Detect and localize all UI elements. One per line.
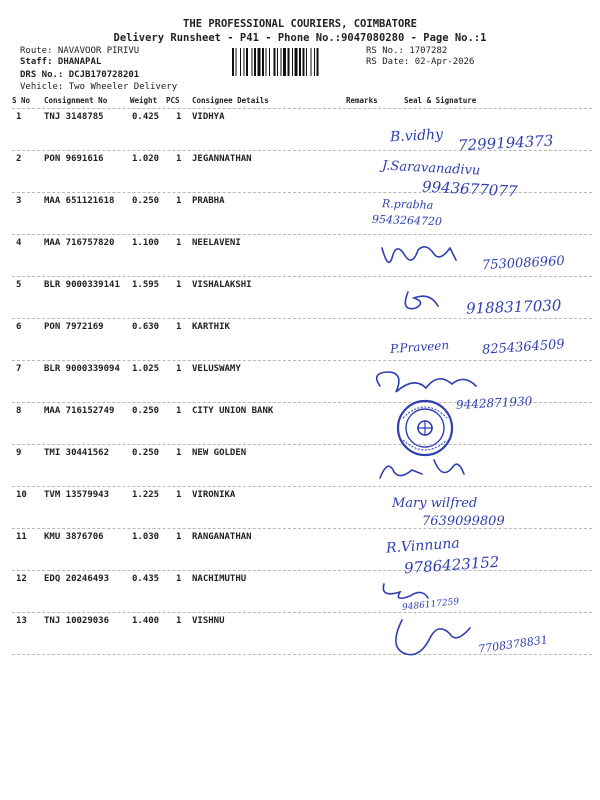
runsheet-subtitle: Delivery Runsheet - P41 - Phone No.:9047080280 - Page No.:1	[113, 32, 487, 44]
barcode-bar	[314, 48, 315, 76]
row-weight: 1.025	[132, 364, 160, 374]
row-pcs: 1	[176, 238, 182, 248]
row-consignee: NEW GOLDEN	[192, 448, 247, 458]
row-pcs: 1	[176, 112, 182, 122]
row-pcs: 1	[176, 448, 182, 458]
signature-phone: 7708378831	[477, 633, 549, 656]
row-weight: 1.100	[132, 238, 160, 248]
signature-name: P.Praveen	[389, 337, 450, 357]
signature-phone: 9943677077	[421, 177, 518, 201]
row-sno: 9	[16, 448, 22, 458]
col-seal: Seal & Signature	[404, 96, 477, 105]
row-consignee: VIDHYA	[192, 112, 225, 122]
row-consignee: VISHNU	[192, 616, 225, 626]
row-consignment-no: MAA 651121618	[44, 196, 115, 206]
signature-name: R.prabha	[381, 197, 434, 212]
barcode-bar	[236, 48, 237, 76]
barcode-bar	[232, 48, 234, 76]
row-consignee: VIRONIKA	[192, 490, 236, 500]
row-consignment-no: BLR 9000339094	[44, 364, 120, 374]
signature-name: B.vidhy	[389, 126, 444, 146]
signature-phone: 7530086960	[481, 253, 566, 274]
table-header	[0, 96, 600, 108]
row-sno: 8	[16, 406, 22, 416]
row-consignment-no: MAA 716757820	[44, 238, 115, 248]
row-weight: 1.225	[132, 490, 160, 500]
row-sno: 7	[16, 364, 22, 374]
barcode-bar	[303, 48, 305, 76]
row-consignee: KARTHIK	[192, 322, 230, 332]
barcode-bar	[262, 48, 264, 76]
row-weight: 0.250	[132, 448, 160, 458]
row-sno: 3	[16, 196, 22, 206]
row-consignee: NEELAVENI	[192, 238, 241, 248]
row-consignment-no: TVM 13579943	[44, 490, 110, 500]
barcode-bar	[274, 48, 276, 76]
row-consignee: JEGANNATHAN	[192, 154, 252, 164]
row-sno: 4	[16, 238, 22, 248]
barcode-bar	[277, 48, 278, 76]
row-pcs: 1	[176, 196, 182, 206]
row-consignment-no: EDQ 20246493	[44, 574, 110, 584]
barcode-bar	[252, 48, 253, 76]
row-weight: 1.595	[132, 280, 160, 290]
barcode-bar	[299, 48, 301, 76]
row-consignment-no: BLR 9000339141	[44, 280, 120, 290]
row-consignment-no: KMU 3876706	[44, 532, 104, 542]
barcode-bar	[292, 48, 293, 76]
row-pcs: 1	[176, 616, 182, 626]
company-title: THE PROFESSIONAL COURIERS, COIMBATORE	[183, 18, 417, 30]
col-weight: Weight	[130, 96, 158, 105]
barcode-bar	[311, 48, 312, 76]
barcode-bar	[288, 48, 290, 76]
signature	[360, 618, 600, 660]
signature-phone: 7639099809	[422, 514, 505, 529]
barcode-bar	[240, 48, 241, 76]
row-weight: 0.435	[132, 574, 160, 584]
signature-name: J.Saravanadivu	[381, 158, 481, 179]
row-consignment-no: MAA 716152749	[44, 406, 115, 416]
barcode-bar	[254, 48, 256, 76]
row-sno: 1	[16, 112, 22, 122]
row-sno: 13	[16, 616, 27, 626]
barcode-bar	[283, 48, 286, 76]
row-weight: 1.400	[132, 616, 160, 626]
barcode-bar	[244, 48, 245, 76]
vehicle-label: Vehicle: Two Wheeler Delivery	[20, 82, 178, 92]
signature-phone: 9786423152	[403, 552, 500, 578]
barcode-bar	[317, 48, 319, 76]
staff-label: Staff: DHANAPAL	[20, 57, 102, 67]
barcode-bar	[258, 48, 261, 76]
barcode-bar	[266, 48, 267, 76]
signature-name: Mary wilfred	[392, 496, 478, 511]
row-weight: 0.250	[132, 196, 160, 206]
col-sno: S No	[12, 96, 31, 105]
signature-phone: 8254364509	[481, 337, 566, 358]
drs-number: DRS No.: DCJB170728201	[20, 70, 140, 80]
barcode-bar	[269, 48, 270, 76]
col-consignee: Consignee Details	[192, 96, 269, 105]
row-weight: 1.020	[132, 154, 160, 164]
row-consignment-no: TMI 30441562	[44, 448, 110, 458]
barcode-bar	[281, 48, 282, 76]
row-pcs: 1	[176, 154, 182, 164]
col-remarks: Remarks	[346, 96, 378, 105]
bank-seal-stamp	[395, 398, 455, 458]
row-weight: 0.630	[132, 322, 160, 332]
route-label: Route: NAVAVOOR PIRIVU	[20, 46, 140, 56]
barcode-bar	[246, 48, 248, 76]
row-sno: 5	[16, 280, 22, 290]
row-consignment-no: PON 7972169	[44, 322, 104, 332]
signature-phone: 9188317030	[465, 296, 562, 318]
row-pcs: 1	[176, 490, 182, 500]
row-weight: 0.250	[132, 406, 160, 416]
row-consignee: PRABHA	[192, 196, 225, 206]
row-consignee: VISHALAKSHI	[192, 280, 252, 290]
signature-phone: 9442871930	[455, 394, 533, 412]
row-sno: 2	[16, 154, 22, 164]
signature-phone: 9543264720	[371, 212, 443, 229]
row-weight: 1.030	[132, 532, 160, 542]
row-sno: 12	[16, 574, 27, 584]
signature-phone: 7299194373	[457, 131, 554, 155]
row-consignment-no: PON 9691616	[44, 154, 104, 164]
col-consignment: Consignment No	[44, 96, 108, 105]
row-consignment-no: TNJ 3148785	[44, 112, 104, 122]
row-sno: 10	[16, 490, 27, 500]
barcode-bar	[306, 48, 307, 76]
row-pcs: 1	[176, 322, 182, 332]
rs-date: RS Date: 02-Apr-2026	[366, 57, 475, 67]
signature-name: R.Vinnuna	[385, 535, 461, 557]
row-consignee: VELUSWAMY	[192, 364, 241, 374]
row-consignee: NACHIMUTHU	[192, 574, 247, 584]
row-pcs: 1	[176, 280, 182, 290]
row-consignee: RANGANATHAN	[192, 532, 252, 542]
row-sno: 11	[16, 532, 27, 542]
row-pcs: 1	[176, 364, 182, 374]
barcode	[232, 48, 360, 76]
row-sno: 6	[16, 322, 22, 332]
barcode-bar	[295, 48, 298, 76]
col-pcs: PCS	[166, 96, 180, 105]
row-pcs: 1	[176, 406, 182, 416]
rs-number: RS No.: 1707282	[366, 46, 448, 56]
row-weight: 0.425	[132, 112, 160, 122]
signature-phone: 9486117259	[401, 597, 460, 613]
row-pcs: 1	[176, 532, 182, 542]
row-consignee: CITY UNION BANK	[192, 406, 274, 416]
row-pcs: 1	[176, 574, 182, 584]
row-consignment-no: TNJ 10029036	[44, 616, 110, 626]
